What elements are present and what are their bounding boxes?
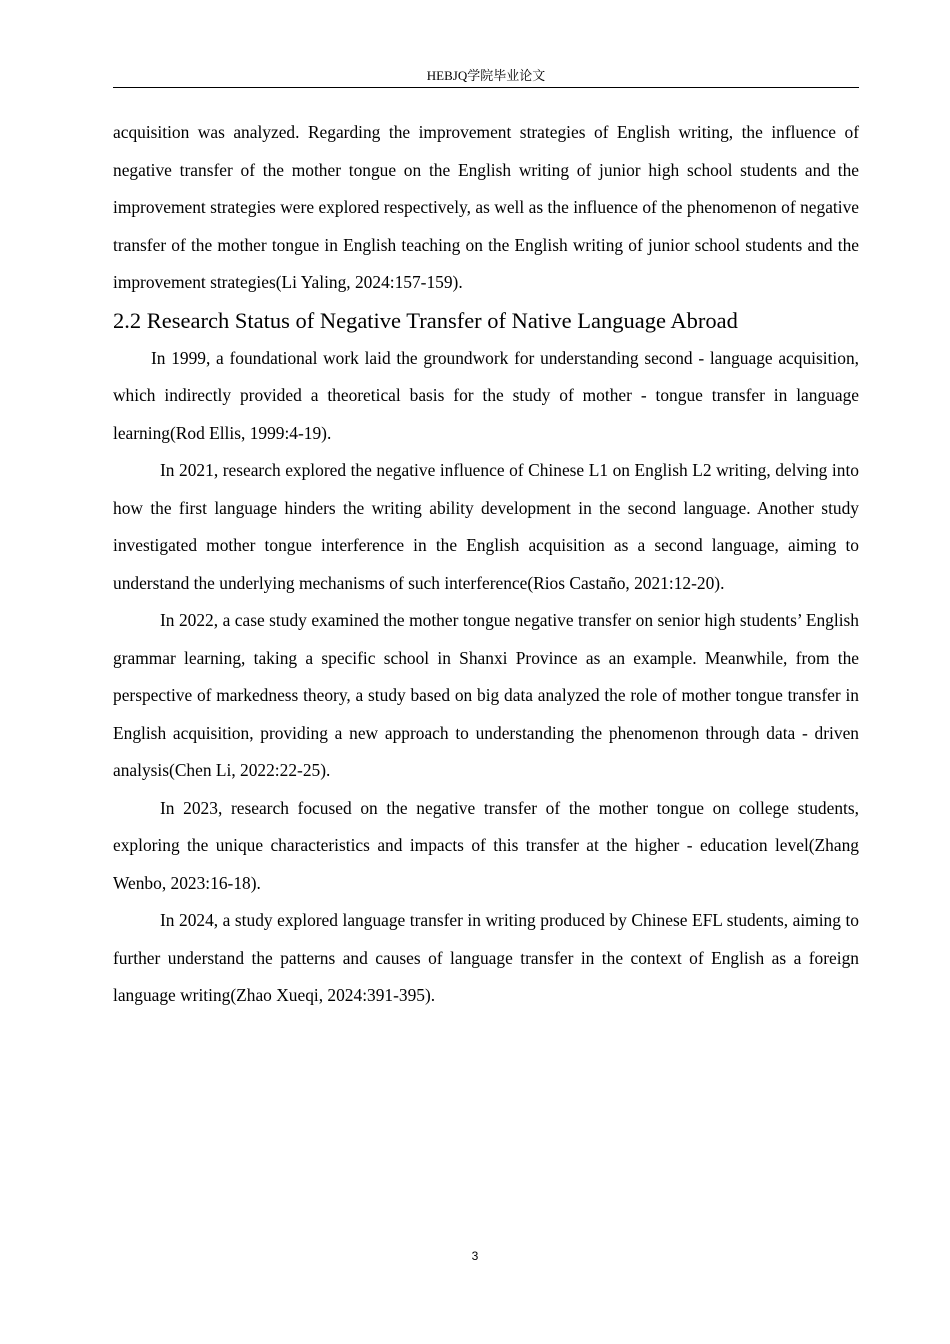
paragraph-continued: acquisition was analyzed. Regarding the improvement strategies of English writing, the influence of negative transfer of the mother tongue on the English writing of junior high school students and the improvement strategies were explored respectively, as well as the influence of the phenomenon of negative transfer of the mother tongue in English teaching on the English writing of junior school students and the improvement strategies(Li Yaling, 2024:157-159). [113,122,859,292]
header-title: HEBJQ学院毕业论文 [426,68,546,83]
paragraph-2023: In 2023, research focused on the negative transfer of the mother tongue on college students, exploring the unique characteristics and impacts of this transfer at the higher - education level(Zhang Wenbo, 2023:16-18). [113,797,859,893]
paragraph-2022: In 2022, a case study examined the mother tongue negative transfer on senior high students’ English grammar learning, taking a specific school in Shanxi Province as an example. Meanwhile, from the perspective of markedness theory, a study based on big data analyzed the role of mother tongue transfer in English acquisition, providing a new approach to understanding the phenomenon through data - driven analysis(Chen Li, 2022:22-25). [113,610,859,780]
paragraph-2021: In 2021, research explored the negative influence of Chinese L1 on English L2 writing, delving into how the first language hinders the writing ability development in the second language. Another study investigated mother tongue interference in the English acquisition as a second language, aiming to understand the underlying mechanisms of such interference(Rios Castaño, 2021:12-20). [113,460,859,593]
paragraph-1999: In 1999, a foundational work laid the groundwork for understanding second - language acquisition, which indirectly provided a theoretical basis for the study of mother - tongue transfer in language learning(Rod Ellis, 1999:4-19). [113,347,859,443]
paragraph-2024: In 2024, a study explored language transfer in writing produced by Chinese EFL students, aiming to further understand the patterns and causes of language transfer in the context of English as a foreign language writing(Zhao Xueqi, 2024:391-395). [113,910,859,1005]
section-heading: 2.2 Research Status of Negative Transfer of Native Language Abroad [113,307,738,333]
page-header [113,66,859,88]
page-number: 3 [471,1249,479,1263]
document-body [113,114,859,1015]
